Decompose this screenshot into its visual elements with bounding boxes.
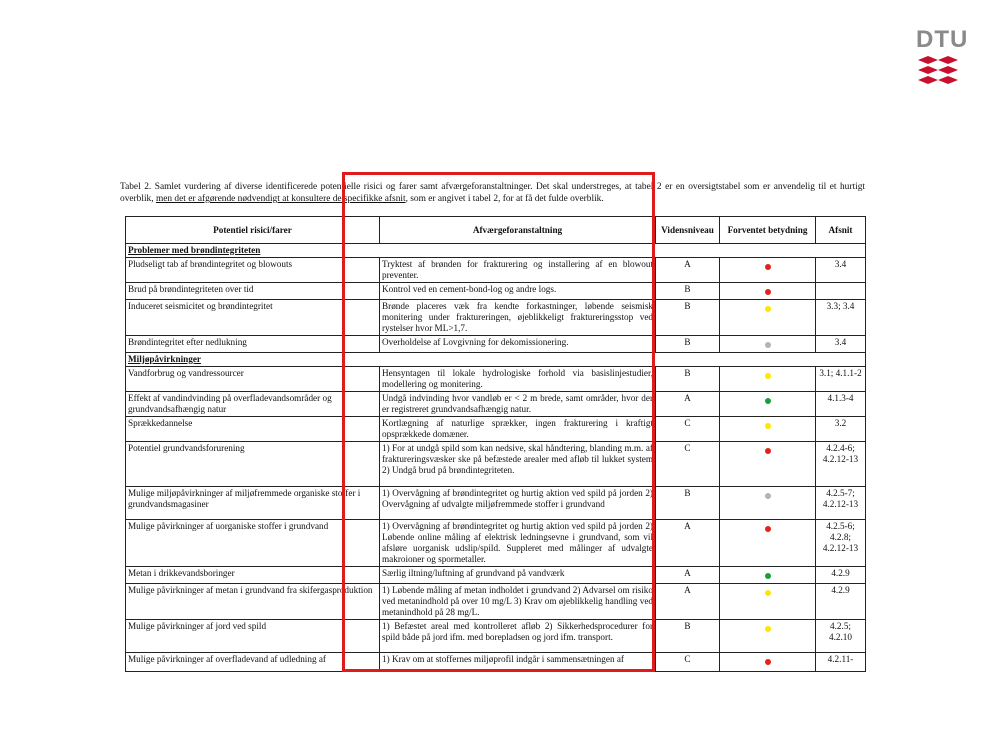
risk-cell: Pludseligt tab af brøndintegritet og blowouts (126, 258, 380, 283)
level-cell: B (656, 300, 720, 336)
impact-cell (720, 487, 816, 520)
yellow-status-dot-icon (765, 373, 771, 379)
measure-cell: 1) Krav om at stoffernes miljøprofil indgår i sammensætningen af (380, 653, 656, 672)
header-risk: Potentiel risici/farer (126, 217, 380, 244)
red-status-dot-icon (765, 526, 771, 532)
section-cell: 4.2.5-6; 4.2.8; 4.2.12-13 (816, 520, 866, 567)
section-cell: 4.2.9 (816, 567, 866, 584)
table-row (126, 520, 866, 567)
grey-status-dot-icon (765, 342, 771, 348)
table-row (126, 487, 866, 520)
red-status-dot-icon (765, 264, 771, 270)
table-caption (120, 181, 865, 205)
red-status-dot-icon (765, 448, 771, 454)
level-cell: A (656, 584, 720, 620)
risk-cell: Metan i drikkevandsboringer (126, 567, 380, 584)
red-status-dot-icon (765, 289, 771, 295)
section-cell: 3.3; 3.4 (816, 300, 866, 336)
risk-cell: Mulige påvirkninger af overfladevand af udledning af (126, 653, 380, 672)
impact-cell (720, 653, 816, 672)
level-cell: A (656, 392, 720, 417)
section-cell: 3.4 (816, 258, 866, 283)
measure-cell: Tryktest af brønden for frakturering og installering af en blowout preventer. (380, 258, 656, 283)
header-section: Afsnit (816, 217, 866, 244)
caption-part-2: , som er angivet i tabel 2, for at få det fulde overblik. (405, 194, 604, 204)
level-cell: A (656, 258, 720, 283)
impact-cell (720, 520, 816, 567)
dtu-logo-text: DTU (916, 26, 969, 53)
table-row (126, 283, 866, 300)
table-row (126, 620, 866, 653)
impact-cell (720, 367, 816, 392)
risk-cell: Vandforbrug og vandressourcer (126, 367, 380, 392)
impact-cell (720, 620, 816, 653)
yellow-status-dot-icon (765, 590, 771, 596)
measure-cell: 1) Løbende måling af metan indholdet i grundvand 2) Advarsel om risiko ved metanindhold på over 10 mg/L 3) Krav om øjeblikkelig handling ved metanindhold på 28 mg/L. (380, 584, 656, 620)
impact-cell (720, 336, 816, 353)
measure-cell: Kortlægning af naturlige sprækker, ingen frakturering i kraftigt opsprækkede domæner. (380, 417, 656, 442)
risk-cell: Brud på brøndintegriteten over tid (126, 283, 380, 300)
impact-cell (720, 442, 816, 487)
green-status-dot-icon (765, 398, 771, 404)
impact-cell (720, 300, 816, 336)
table-row (126, 442, 866, 487)
section-cell: 4.2.11- (816, 653, 866, 672)
impact-cell (720, 417, 816, 442)
yellow-status-dot-icon (765, 626, 771, 632)
header-measure: Afværgeforanstaltning (380, 217, 656, 244)
section-cell (816, 283, 866, 300)
measure-cell: Undgå indvinding hvor vandløb er < 2 m brede, samt områder, hvor der er registreret grundvandsafhængig natur. (380, 392, 656, 417)
level-cell: B (656, 283, 720, 300)
measure-cell: Overholdelse af Lovgivning for dekomissionering. (380, 336, 656, 353)
caption-underlined: men det er afgørende nødvendigt at konsultere de specifikke afsnit (155, 194, 406, 204)
table-row (126, 367, 866, 392)
table-row (126, 567, 866, 584)
risk-cell: Mulige miljøpåvirkninger af miljøfremmede organiske stoffer i grundvandsmagasiner (126, 487, 380, 520)
section-cell: 4.2.5; 4.2.10 (816, 620, 866, 653)
table-row (126, 584, 866, 620)
section-title: Miljøpåvirkninger (126, 353, 866, 367)
level-cell: C (656, 653, 720, 672)
measure-cell: 1) Befæstet areal med kontrolleret afløb 2) Sikkerhedsprocedurer for spild både på jord ifm. med borepladsen og jord ifm. transport. (380, 620, 656, 653)
impact-cell (720, 392, 816, 417)
risk-cell: Effekt af vandindvinding på overfladevandsområder og grundvandsafhængig natur (126, 392, 380, 417)
dtu-waves-icon (918, 56, 958, 88)
table-row (126, 336, 866, 353)
measure-cell: Særlig iltning/luftning af grundvand på vandværk (380, 567, 656, 584)
header-impact: Forventet betydning (720, 217, 816, 244)
table-row (126, 417, 866, 442)
section-cell: 4.1.3-4 (816, 392, 866, 417)
yellow-status-dot-icon (765, 423, 771, 429)
measure-cell: 1) Overvågning af brøndintegritet og hurtig aktion ved spild på jorden 2) Løbende online måling af elektrisk ledningsevne i grundvand, som vil afsløre uorganisk udslip/spild. Suppleret med målinger af udvalgte makroioner og spormetaller. (380, 520, 656, 567)
red-status-dot-icon (765, 659, 771, 665)
table-row (126, 300, 866, 336)
risk-cell: Sprækkedannelse (126, 417, 380, 442)
risk-cell: Mulige påvirkninger af metan i grundvand fra skifergasproduktion (126, 584, 380, 620)
caption-part-1: Tabel 2. Samlet vurdering af diverse identificerede potentielle risici og farer samt afværgeforanstaltninger. Det skal understreges, at tabel 2 er en oversigtstabel som er anvendelig til et hurtigt overblik, (120, 182, 865, 204)
impact-cell (720, 258, 816, 283)
measure-cell: Hensyntagen til lokale hydrologiske forhold via basislinjestudier, modellering og monitering. (380, 367, 656, 392)
section-row (126, 353, 866, 367)
measure-cell: Brønde placeres væk fra kendte forkastninger, løbende seismisk monitering under fraktureringen, øjeblikkeligt fraktureringsstop ved rystelser hvor ML>1,7. (380, 300, 656, 336)
level-cell: B (656, 367, 720, 392)
measure-cell: Kontrol ved en cement-bond-log og andre logs. (380, 283, 656, 300)
table-row (126, 653, 866, 672)
level-cell: B (656, 620, 720, 653)
table-row (126, 258, 866, 283)
section-cell: 3.1; 4.1.1-2 (816, 367, 866, 392)
risk-table (125, 216, 866, 672)
section-cell: 4.2.5-7; 4.2.12-13 (816, 487, 866, 520)
header-level: Vidensniveau (656, 217, 720, 244)
impact-cell (720, 283, 816, 300)
impact-cell (720, 584, 816, 620)
section-row (126, 244, 866, 258)
dtu-logo (916, 26, 969, 88)
risk-cell: Induceret seismicitet og brøndintegritet (126, 300, 380, 336)
risk-cell: Mulige påvirkninger af jord ved spild (126, 620, 380, 653)
measure-cell: 1) For at undgå spild som kan nedsive, skal håndtering, blanding m.m. af fraktureringsvæsker ske på befæstede arealer med afløb til lukket system 2) Undgå brud på brøndintegriteten. (380, 442, 656, 487)
section-cell: 3.4 (816, 336, 866, 353)
level-cell: C (656, 442, 720, 487)
risk-cell: Brøndintegritet efter nedlukning (126, 336, 380, 353)
impact-cell (720, 567, 816, 584)
level-cell: A (656, 520, 720, 567)
level-cell: C (656, 417, 720, 442)
section-cell: 3.2 (816, 417, 866, 442)
level-cell: B (656, 487, 720, 520)
green-status-dot-icon (765, 573, 771, 579)
grey-status-dot-icon (765, 493, 771, 499)
yellow-status-dot-icon (765, 306, 771, 312)
section-title: Problemer med brøndintegriteten (126, 244, 866, 258)
measure-cell: 1) Overvågning af brøndintegritet og hurtig aktion ved spild på jorden 2) Overvågning af udvalgte miljøfremmede stoffer i grundvand (380, 487, 656, 520)
section-cell: 4.2.9 (816, 584, 866, 620)
risk-cell: Potentiel grundvandsforurening (126, 442, 380, 487)
table-header-row (126, 217, 866, 244)
table-row (126, 392, 866, 417)
section-cell: 4.2.4-6; 4.2.12-13 (816, 442, 866, 487)
risk-cell: Mulige påvirkninger af uorganiske stoffer i grundvand (126, 520, 380, 567)
level-cell: A (656, 567, 720, 584)
level-cell: B (656, 336, 720, 353)
